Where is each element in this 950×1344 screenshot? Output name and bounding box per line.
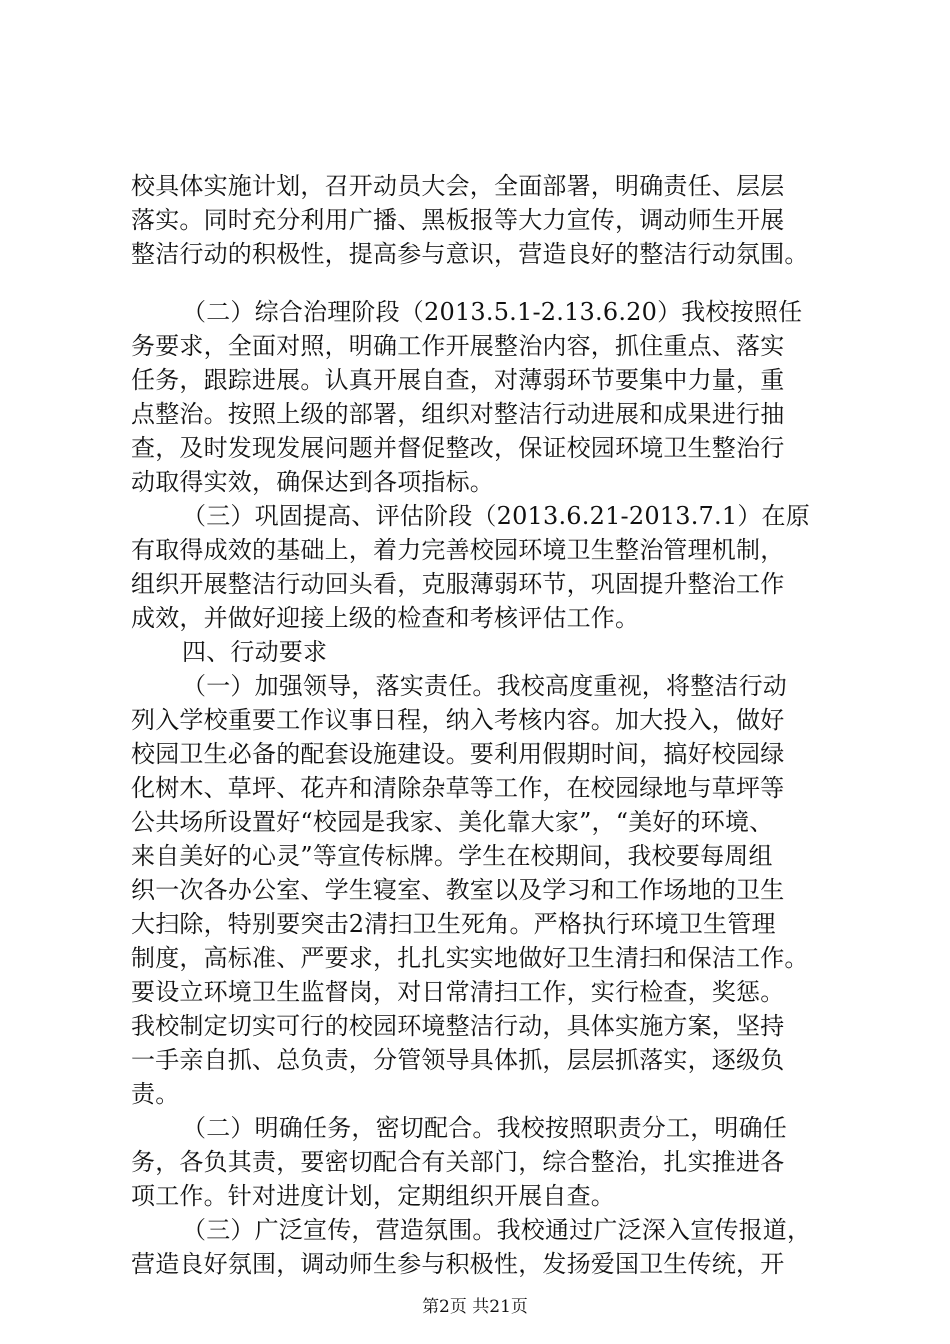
- paragraph-line: 点整治。按照上级的部署，组织对整洁行动进展和成果进行抽: [131, 400, 785, 428]
- paragraph-line: 查，及时发现发展问题并督促整改，保证校园环境卫生整治行: [131, 434, 785, 462]
- paragraph-line: （三）巩固提高、评估阶段（2013.6.21-2013.7.1）在原: [182, 502, 810, 530]
- paragraph-line: 列入学校重要工作议事日程，纳入考核内容。加大投入，做好: [131, 706, 785, 734]
- paragraph-line: 务，各负其责，要密切配合有关部门，综合整治，扎实推进各: [131, 1148, 785, 1176]
- paragraph-line: 营造良好氛围，调动师生参与积极性，发扬爱国卫生传统，开: [131, 1250, 785, 1278]
- paragraph-line: 成效，并做好迎接上级的检查和考核评估工作。: [131, 604, 640, 632]
- paragraph-line: 织一次各办公室、学生寝室、教室以及学习和工作场地的卫生: [131, 876, 785, 904]
- paragraph-line: 来自美好的心灵”等宣传标牌。学生在校期间，我校要每周组: [131, 842, 773, 870]
- page-footer: 第2页 共21页: [422, 1297, 528, 1317]
- paragraph-line: 一手亲自抓、总负责，分管领导具体抓，层层抓落实，逐级负: [131, 1046, 785, 1074]
- paragraph-line: 动取得实效，确保达到各项指标。: [131, 468, 494, 496]
- paragraph-line: 化树木、草坪、花卉和清除杂草等工作，在校园绿地与草坪等: [131, 774, 785, 802]
- paragraph-line: 务要求，全面对照，明确工作开展整治内容，抓住重点、落实: [131, 332, 785, 360]
- paragraph-line: 责。: [131, 1080, 180, 1108]
- paragraph-line: 公共场所设置好“校园是我家、美化靠大家”，“美好的环境、: [131, 808, 774, 836]
- paragraph-line: 校具体实施计划，召开动员大会，全面部署，明确责任、层层: [131, 172, 785, 200]
- paragraph-line: （二）综合治理阶段（2013.5.1-2.13.6.20）我校按照任: [182, 298, 803, 326]
- paragraph-line: 项工作。针对进度计划，定期组织开展自查。: [131, 1182, 615, 1210]
- paragraph-line: （二）明确任务，密切配合。我校按照职责分工，明确任: [182, 1114, 787, 1142]
- paragraph-line: 制度，高标准、严要求，扎扎实实地做好卫生清扫和保洁工作。: [131, 944, 809, 972]
- paragraph-line: （一）加强领导，落实责任。我校高度重视，将整洁行动: [182, 672, 787, 700]
- paragraph-line: 有取得成效的基础上，着力完善校园环境卫生整治管理机制，: [131, 536, 785, 564]
- paragraph-line: 任务，跟踪进展。认真开展自查，对薄弱环节要集中力量，重: [131, 366, 785, 394]
- paragraph-line: 我校制定切实可行的校园环境整洁行动，具体实施方案，坚持: [131, 1012, 785, 1040]
- paragraph-line: （三）广泛宣传，营造氛围。我校通过广泛深入宣传报道，: [182, 1216, 812, 1244]
- section-heading: 四、行动要求: [182, 638, 328, 666]
- paragraph-line: 校园卫生必备的配套设施建设。要利用假期时间，搞好校园绿: [131, 740, 785, 768]
- paragraph-line: 组织开展整洁行动回头看，克服薄弱环节，巩固提升整治工作: [131, 570, 785, 598]
- paragraph-line: 落实。同时充分利用广播、黑板报等大力宣传，调动师生开展: [131, 206, 785, 234]
- paragraph-line: 整洁行动的积极性，提高参与意识，营造良好的整洁行动氛围。: [131, 240, 809, 268]
- paragraph-line: 大扫除，特别要突击2清扫卫生死角。严格执行环境卫生管理: [131, 910, 776, 938]
- paragraph-line: 要设立环境卫生监督岗，对日常清扫工作，实行检查，奖惩。: [131, 978, 785, 1006]
